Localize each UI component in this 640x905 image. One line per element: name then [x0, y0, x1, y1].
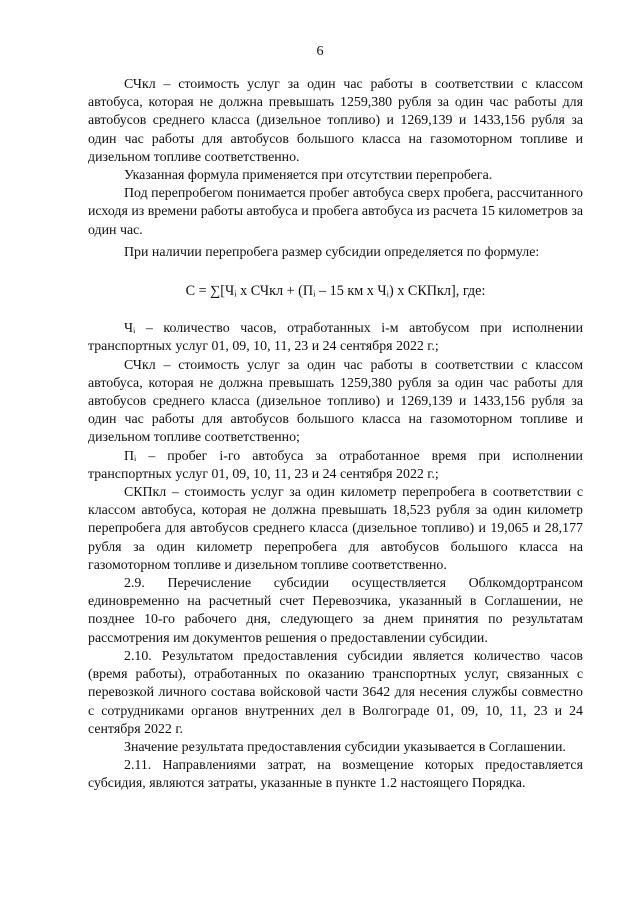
paragraph-2-10: 2.10. Результатом предоставления субсидии является количество часов (время работы), отработанных по оказанию транспортных услуг, связанных с перевозкой личного состава войсковой части 3642 для несения службы совместно с сотрудниками органов внутренних дел в Волгограде 01, 09, 10, 11, 23 и 24 сентября 2022 г.	[88, 648, 583, 737]
paragraph-mileage-definition: Пᵢ – пробег i-го автобуса за отработанное время при исполнении транспортных услуг 01, 09, 10, 11, 23 и 24 сентября 2022 г.;	[88, 448, 583, 482]
paragraph-result-value: Значение результата предоставления субсидии указывается в Соглашении.	[124, 739, 566, 755]
paragraph-schkl-definition: СЧкл – стоимость услуг за один час работы в соответствии с классом автобуса, которая не должна превышать 1259,380 рубля за один час работы для автобусов среднего класса (дизельное топливо) и 1269,139 и 1433,156 рубля за один час работы для автобусов большого класса на газомоторном топливе и дизельном топливе соответственно.	[88, 77, 583, 165]
paragraph-schkl-definition-2: СЧкл – стоимость услуг за один час работы в соответствии с классом автобуса, которая не должна превышать 1259,380 рубля за один час работы для автобусов среднего класса (дизельное топливо) и 1269,139 и 1433,156 рубля за один час работы для автобусов большого класса на газомоторном топливе и дизельном топливе соответственно;	[88, 357, 583, 446]
paragraph-hours-definition: Чᵢ – количество часов, отработанных i-м автобусом при исполнении транспортных услуг 01, 09, 10, 11, 23 и 24 сентября 2022 г.;	[88, 321, 583, 355]
paragraph-formula-intro: При наличии перепробега размер субсидии определяется по формуле:	[124, 244, 540, 260]
page-number: 6	[316, 44, 324, 59]
paragraph-skpkl-definition: СКПкл – стоимость услуг за один километр перепробега в соответствии с классом автобуса, которая не должна превышать 18,523 рубля за один километр перепробега для автобусов среднего класса (дизельное топливо) и 19,065 и 28,177 рубля за один километр перепробега для автобусов большого класса на газомоторном топливе и дизельном топливе соответственно.	[88, 485, 583, 573]
paragraph-overrun-definition: Под перепробегом понимается пробег автобуса сверх пробега, рассчитанного исходя из времени работы автобуса и пробега автобуса из расчета 15 километров за один час.	[88, 186, 583, 238]
paragraph-2-9: 2.9. Перечисление субсидии осуществляется Облкомдортрансом единовременно на расчетный счет Перевозчика, указанный в Соглашении, не позднее 10-го рабочего дня, следующего за днем принятия по результатам рассмотрения им документов решения о предоставлении субсидии.	[88, 576, 583, 646]
formula: С = ∑[Чᵢ x СЧкл + (Пᵢ – 15 км x Чᵢ) x СКПкл], где:	[185, 283, 486, 300]
paragraph-formula-applicability: Указанная формула применяется при отсутствии перепробега.	[124, 168, 493, 184]
paragraph-2-11: 2.11. Направлениями затрат, на возмещение которых предоставляется субсидия, являются затраты, указанные в пункте 1.2 настоящего Порядка.	[88, 758, 583, 792]
document-body	[88, 76, 583, 794]
